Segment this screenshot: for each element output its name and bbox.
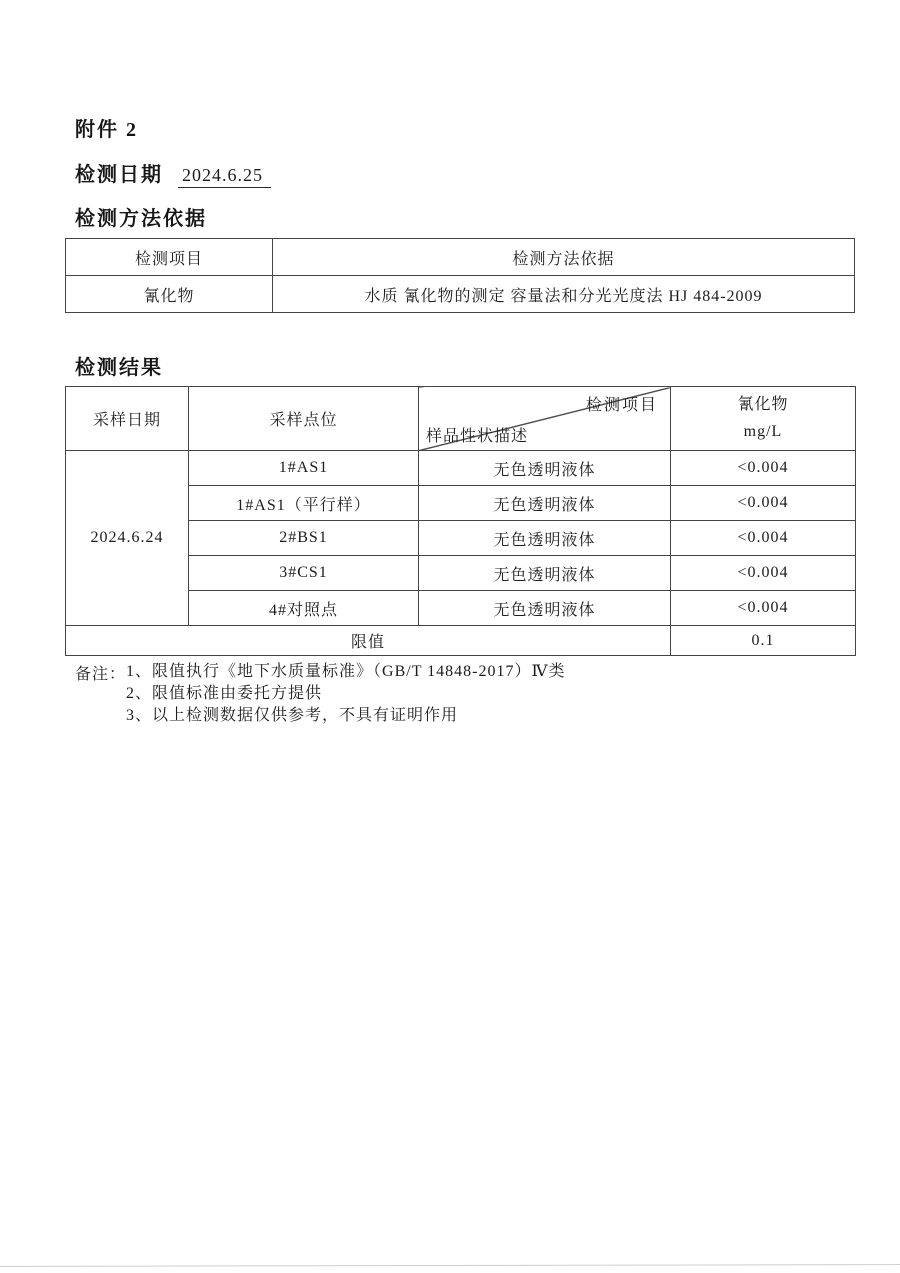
sampling-point-cell: 1#AS1（平行样） bbox=[189, 486, 419, 521]
test-date-value: 2024.6.25 bbox=[178, 165, 271, 188]
note-item: 3、以上检测数据仅供参考，不具有证明作用 bbox=[126, 707, 459, 724]
result-value-cell: <0.004 bbox=[671, 451, 856, 486]
sample-description-cell: 无色透明液体 bbox=[419, 451, 671, 486]
test-date-label: 检测日期 bbox=[75, 164, 163, 186]
method-basis-table bbox=[65, 238, 855, 313]
notes-label: 备注： bbox=[75, 666, 127, 683]
result-table-header-row bbox=[66, 387, 856, 451]
scan-edge-artifact bbox=[0, 1264, 900, 1267]
table-row bbox=[66, 451, 856, 486]
result-value-cell: <0.004 bbox=[671, 556, 856, 591]
col-header-sampling-date: 采样日期 bbox=[66, 387, 189, 451]
sampling-point-cell: 3#CS1 bbox=[189, 556, 419, 591]
sampling-point-cell: 4#对照点 bbox=[189, 591, 419, 626]
col-header-sampling-point: 采样点位 bbox=[189, 387, 419, 451]
result-table bbox=[65, 386, 856, 656]
sampling-date-cell: 2024.6.24 bbox=[66, 451, 189, 626]
limit-value-cell: 0.1 bbox=[671, 626, 856, 656]
sampling-point-cell: 2#BS1 bbox=[189, 521, 419, 556]
limit-label-cell: 限值 bbox=[66, 626, 671, 656]
table-row bbox=[66, 239, 855, 276]
method-table-header-item: 检测项目 bbox=[66, 239, 273, 276]
limit-row bbox=[66, 626, 856, 656]
method-section-title: 检测方法依据 bbox=[75, 208, 207, 230]
analyte-name: 氰化物 bbox=[737, 396, 789, 414]
diagonal-header-cell bbox=[419, 387, 671, 451]
note-item: 1、限值执行《地下水质量标准》（GB/T 14848-2017）Ⅳ类 bbox=[126, 663, 566, 680]
method-basis-cell: 水质 氰化物的测定 容量法和分光光度法 HJ 484-2009 bbox=[273, 276, 855, 313]
attachment-label: 附件 2 bbox=[75, 119, 138, 141]
result-section-title: 检测结果 bbox=[75, 357, 163, 379]
sample-description-cell: 无色透明液体 bbox=[419, 556, 671, 591]
method-item-cell: 氰化物 bbox=[66, 276, 273, 313]
analyte-unit: mg/L bbox=[743, 422, 783, 440]
notes-list bbox=[126, 661, 565, 727]
diagonal-top-label: 检测项目 bbox=[585, 397, 658, 414]
sampling-point-cell: 1#AS1 bbox=[189, 451, 419, 486]
note-item: 2、限值标准由委托方提供 bbox=[126, 685, 323, 702]
result-value-cell: <0.004 bbox=[671, 591, 856, 626]
method-table-header-basis: 检测方法依据 bbox=[273, 239, 855, 276]
result-value-cell: <0.004 bbox=[671, 486, 856, 521]
test-date-line bbox=[75, 158, 271, 188]
sample-description-cell: 无色透明液体 bbox=[419, 521, 671, 556]
table-row bbox=[66, 276, 855, 313]
diagonal-bottom-label: 样品性状描述 bbox=[426, 428, 529, 445]
result-value-cell: <0.004 bbox=[671, 521, 856, 556]
sample-description-cell: 无色透明液体 bbox=[419, 591, 671, 626]
sample-description-cell: 无色透明液体 bbox=[419, 486, 671, 521]
col-header-analyte bbox=[671, 387, 856, 451]
notes-block bbox=[75, 661, 566, 727]
